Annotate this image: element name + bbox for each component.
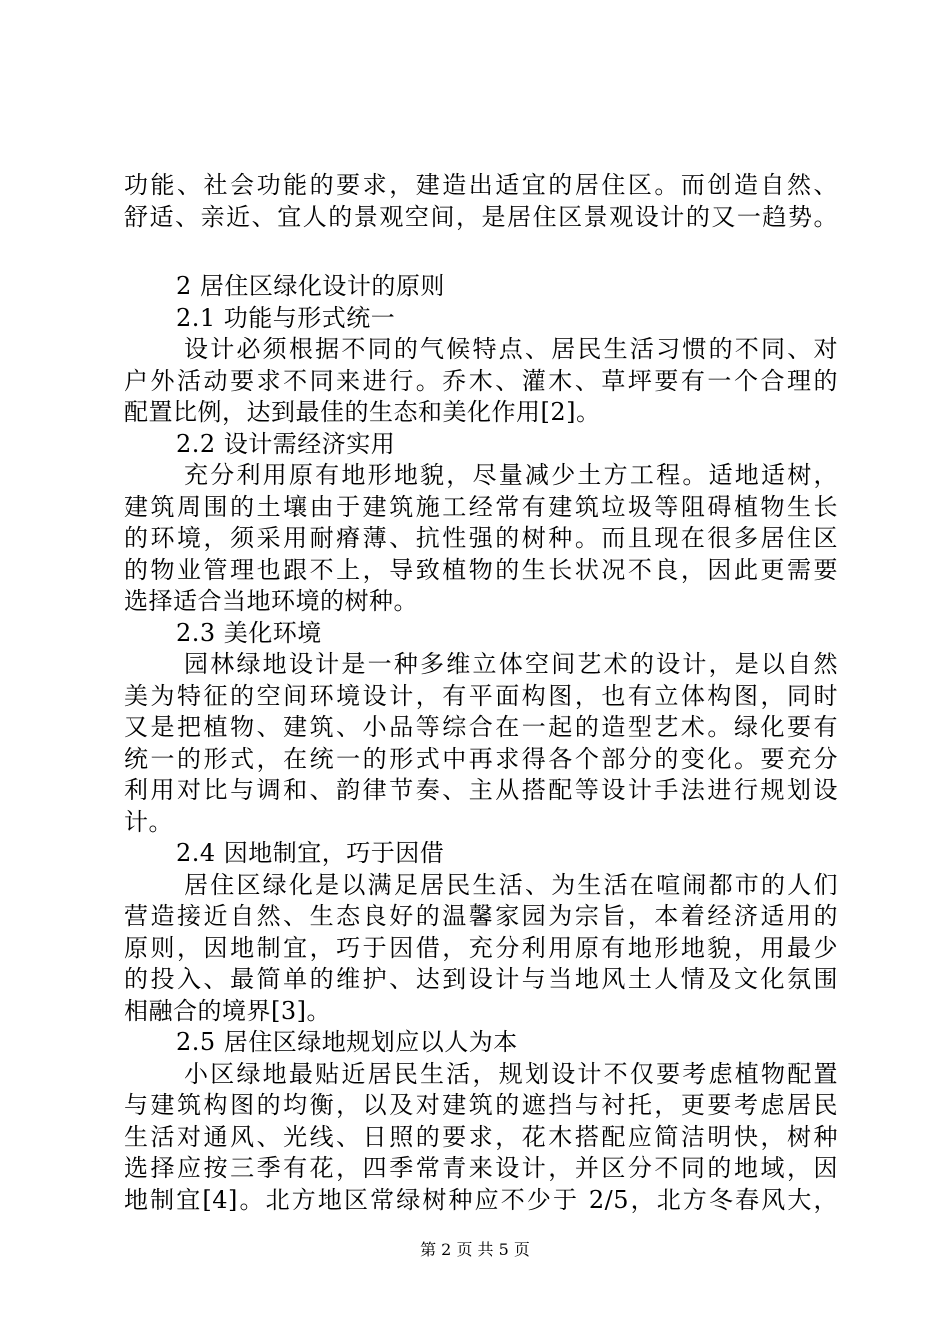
document-body: [124, 170, 838, 1216]
body-text-line: 的投入、最简单的维护、达到设计与当地风土人情及文化氛围: [124, 965, 838, 993]
body-text-line: 舒适、亲近、宜人的景观空间，是居住区景观设计的又一趋势。: [124, 202, 838, 231]
body-text-line: 的环境，须采用耐瘠薄、抗性强的树种。而且现在很多居住区: [124, 524, 838, 552]
paragraph-last-line: 相融合的境界[3]。: [124, 996, 331, 1025]
section-heading: 2.5 居住区绿地规划应以人为本: [176, 1028, 518, 1056]
body-text-line: 建筑周围的土壤由于建筑施工经常有建筑垃圾等阻碍植物生长: [124, 492, 838, 521]
body-text-line: 与建筑构图的均衡，以及对建筑的遮挡与衬托，更要考虑居民: [124, 1091, 838, 1119]
body-text-line: 户外活动要求不同来进行。乔木、灌木、草坪要有一个合理的: [124, 366, 838, 395]
body-text-line: 生活对通风、光线、日照的要求，花木搭配应简洁明快，树种: [124, 1122, 838, 1151]
paragraph-first-line: 充分利用原有地形地貌，尽量减少土方工程。适地适树，: [184, 461, 838, 489]
section-heading: 2 居住区绿化设计的原则: [176, 272, 445, 300]
paragraph-first-line: 居住区绿化是以满足居民生活、为生活在喧闹都市的人们: [184, 870, 838, 899]
body-text-line: 营造接近自然、生态良好的温馨家园为宗旨，本着经济适用的: [124, 902, 838, 930]
section-heading: 2.1 功能与形式统一: [176, 303, 396, 332]
page-footer: 第 2 页 共 5 页: [420, 1240, 530, 1259]
body-text-line: 原则，因地制宜，巧于因借，充分利用原有地形地貌，用最少: [124, 933, 838, 962]
paragraph-last-line: 计。: [124, 807, 173, 836]
body-text-line: 统一的形式，在统一的形式中再求得各个部分的变化。要充分: [124, 744, 838, 773]
section-heading: 2.4 因地制宜，巧于因借: [176, 839, 445, 867]
section-heading: 2.2 设计需经济实用: [176, 429, 396, 458]
body-text-line: 的物业管理也跟不上，导致植物的生长状况不良，因此更需要: [124, 555, 838, 584]
body-text-line: 选择应按三季有花，四季常青来设计，并区分不同的地域，因: [124, 1154, 838, 1182]
paragraph-gap: [124, 233, 838, 271]
body-text-line: 又是把植物、建筑、小品等综合在一起的造型艺术。绿化要有: [124, 713, 838, 741]
body-text-line: 功能、社会功能的要求，建造出适宜的居住区。而创造自然、: [124, 171, 838, 199]
body-text-line: 地制宜[4]。北方地区常绿树种应不少于 2/5，北方冬春风大，: [124, 1185, 838, 1214]
paragraph-first-line: 设计必须根据不同的气候特点、居民生活习惯的不同、对: [184, 335, 838, 363]
section-heading: 2.3 美化环境: [176, 618, 322, 647]
paragraph-first-line: 园林绿地设计是一种多维立体空间艺术的设计，是以自然: [184, 650, 838, 678]
body-text-line: 利用对比与调和、韵律节奏、主从搭配等设计手法进行规划设: [124, 776, 838, 804]
paragraph-last-line: 选择适合当地环境的树种。: [124, 587, 418, 615]
paragraph-first-line: 小区绿地最贴近居民生活，规划设计不仅要考虑植物配置: [184, 1059, 838, 1088]
body-text-line: 美为特征的空间环境设计，有平面构图，也有立体构图，同时: [124, 681, 838, 710]
paragraph-last-line: 配置比例，达到最佳的生态和美化作用[2]。: [124, 398, 601, 426]
